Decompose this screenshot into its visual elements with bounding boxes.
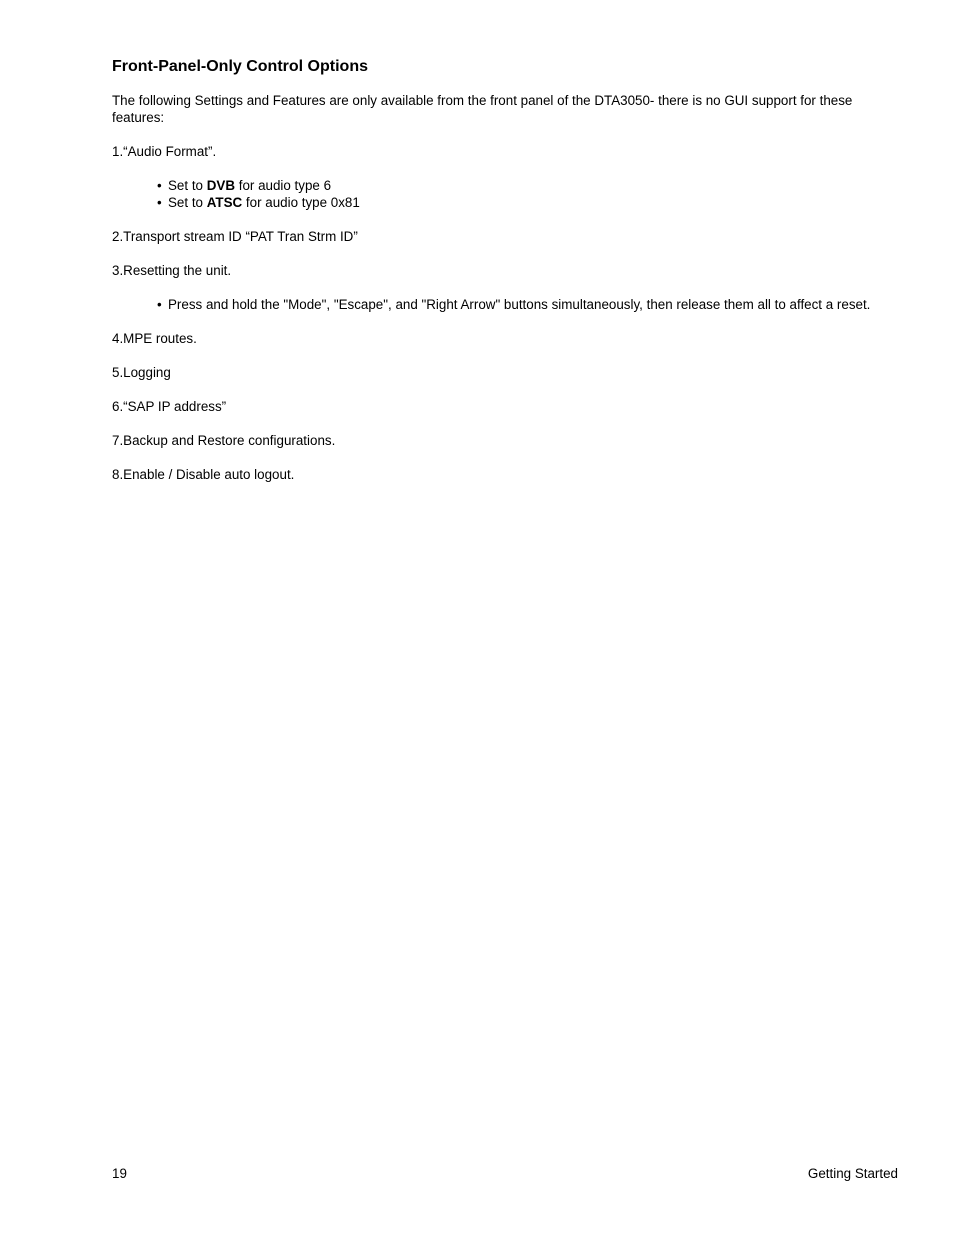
bullet-bold-term: DVB — [206, 178, 235, 193]
list-item-auto-logout: 8.Enable / Disable auto logout. — [112, 467, 295, 482]
bullet-bold-term: ATSC — [206, 195, 243, 210]
list-item-resetting-unit: 3.Resetting the unit. — [112, 263, 232, 278]
audio-format-bullets — [112, 177, 898, 211]
page-content — [112, 57, 898, 483]
list-item-backup-restore: 7.Backup and Restore configurations. — [112, 433, 336, 448]
list-item-mpe-routes: 4.MPE routes. — [112, 331, 197, 346]
list-item-audio-format: 1.“Audio Format”. — [112, 144, 217, 159]
bullet-atsc — [157, 194, 898, 211]
intro-paragraph: The following Settings and Features are only available from the front panel of the DTA3050- there is no GUI support for these features: — [112, 93, 853, 125]
bullet-text: Set to — [168, 195, 207, 210]
bullet-text: for audio type 0x81 — [242, 195, 360, 210]
footer-page-number: 19 — [112, 1166, 127, 1181]
list-item-logging: 5.Logging — [112, 365, 171, 380]
footer-section-name: Getting Started — [807, 1166, 898, 1181]
bullet-dvb — [157, 177, 898, 194]
list-item-sap-ip-address: 6.“SAP IP address” — [112, 399, 227, 414]
bullet-reset-instructions: • Press and hold the "Mode", "Escape", and "Right Arrow" buttons simultaneously, then release them all to affect a reset. — [157, 296, 898, 313]
section-title: Front-Panel-Only Control Options — [112, 58, 368, 75]
list-item-transport-stream-id: 2.Transport stream ID “PAT Tran Strm ID” — [112, 229, 358, 244]
bullet-text: for audio type 6 — [235, 178, 332, 193]
bullet-text: Set to — [168, 178, 207, 193]
reset-bullets — [112, 296, 898, 313]
